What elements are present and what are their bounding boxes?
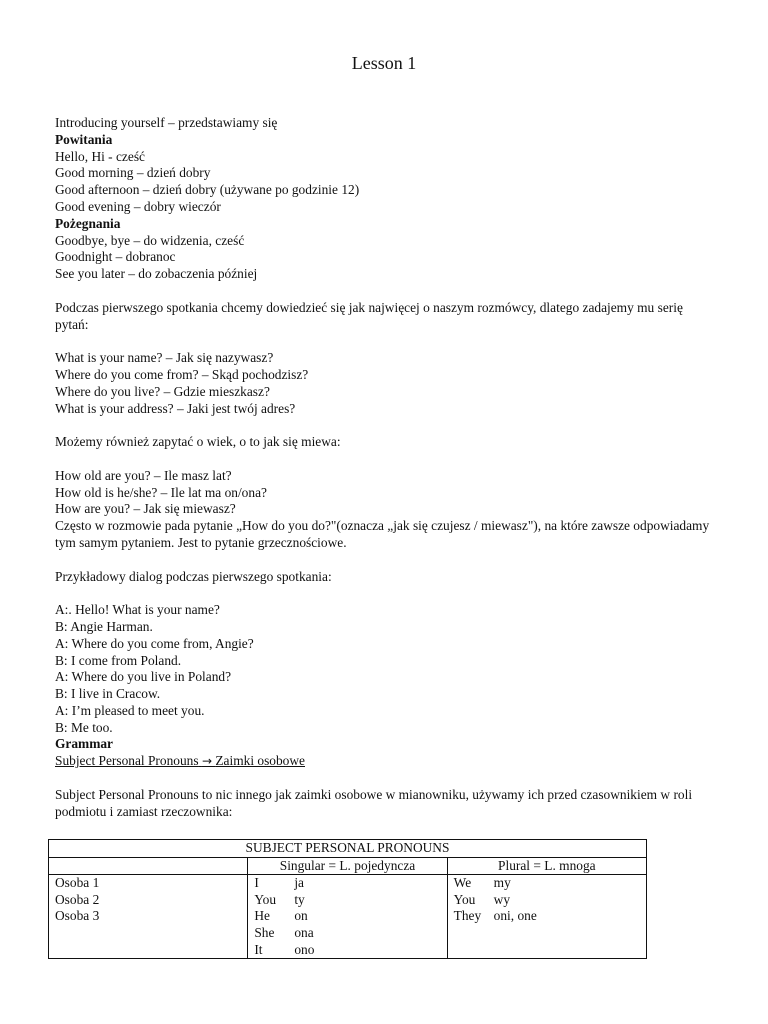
plural-cell xyxy=(447,875,646,959)
singular-he: He on xyxy=(254,908,308,924)
dialog-line-1: A:. Hello! What is your name? xyxy=(55,602,220,618)
lesson-title: Lesson 1 xyxy=(351,53,417,73)
paragraph-questions-intro: Podczas pierwszego spotkania chcemy dowiedzieć się jak najwięcej o naszym rozmówcy, dlatego zadajemy mu serię pytań: xyxy=(55,299,683,332)
question-how: How are you? – Jak się miewasz? xyxy=(55,501,236,517)
spp-right-text: Zaimki osobowe xyxy=(215,753,305,769)
lesson-content xyxy=(55,115,715,820)
persons-cell xyxy=(49,875,248,959)
right-arrow-icon: → xyxy=(201,754,212,769)
dialog-line-4: B: I come from Poland. xyxy=(55,652,182,668)
greeting-evening: Good evening – dobry wieczór xyxy=(55,198,221,214)
question-old: How old are you? – Ile masz lat? xyxy=(55,467,232,483)
spp-left-text: Subject Personal Pronouns xyxy=(55,753,199,769)
paragraph-age: Możemy również zapytać o wiek, o to jak się miewa: xyxy=(55,434,341,450)
subject-pronouns-heading xyxy=(55,753,715,770)
dialog-line-8: B: Me too. xyxy=(55,719,113,735)
question-address: What is your address? – Jaki jest twój adres? xyxy=(55,400,296,416)
question-live: Where do you live? – Gdzie mieszkasz? xyxy=(55,383,270,399)
dialog-line-3: A: Where do you come from, Angie? xyxy=(55,635,254,651)
dialog-line-7: A: I’m pleased to meet you. xyxy=(55,702,205,718)
pronouns-table xyxy=(48,839,647,959)
person-3: Osoba 3 xyxy=(55,908,100,924)
table-empty-cell xyxy=(49,857,248,875)
farewell-goodnight: Goodnight – dobranoc xyxy=(55,249,176,265)
heading-pozegnania: Pożegnania xyxy=(55,215,121,231)
plural-header: Plural = L. mnoga xyxy=(447,857,646,875)
plural-they: They oni, one xyxy=(453,908,537,924)
dialog-line-6: B: I live in Cracow. xyxy=(55,686,161,702)
question-old-third: How old is he/she? – Ile lat ma on/ona? xyxy=(55,484,267,500)
question-from: Where do you come from? – Skąd pochodzisz? xyxy=(55,366,309,382)
paragraph-how-do-you-do: Często w rozmowie pada pytanie „How do you do?"(oznacza „jak się czujesz / miewasz"), na które zawsze odpowiadamy tym samym pytaniem. Jest to pytanie grzecznościowe. xyxy=(55,518,710,550)
farewell-later: See you later – do zobaczenia później xyxy=(55,266,258,282)
greeting-afternoon: Good afternoon – dzień dobry (używane po godzinie 12) xyxy=(55,182,360,198)
person-2: Osoba 2 xyxy=(55,891,100,907)
paragraph-dialog-intro: Przykładowy dialog podczas pierwszego spotkania: xyxy=(55,568,332,584)
plural-we: We my xyxy=(453,875,511,891)
dialog-line-5: A: Where do you live in Poland? xyxy=(55,669,232,685)
heading-grammar: Grammar xyxy=(55,736,114,752)
singular-she: She ona xyxy=(254,924,314,940)
singular-it: It ono xyxy=(254,941,315,957)
singular-i: I ja xyxy=(254,875,304,891)
singular-header: Singular = L. pojedyncza xyxy=(248,857,447,875)
person-1: Osoba 1 xyxy=(55,875,100,891)
paragraph-pronouns-explanation: Subject Personal Pronouns to nic innego jak zaimki osobowe w mianowniku, używamy ich przed czasownikiem w roli podmiotu i zamiast rzeczownika: xyxy=(55,786,693,819)
greeting-hello: Hello, Hi - cześć xyxy=(55,148,145,164)
table-header: SUBJECT PERSONAL PRONOUNS xyxy=(49,840,647,858)
intro-line: Introducing yourself – przedstawiamy się xyxy=(55,115,278,130)
table-row xyxy=(49,875,647,959)
question-name: What is your name? – Jak się nazywasz? xyxy=(55,350,274,366)
farewell-goodbye: Goodbye, bye – do widzenia, cześć xyxy=(55,232,245,248)
singular-you: You ty xyxy=(254,891,305,907)
plural-you: You wy xyxy=(453,891,511,907)
heading-powitania: Powitania xyxy=(55,131,113,147)
dialog-line-2: B: Angie Harman. xyxy=(55,618,153,634)
greeting-morning: Good morning – dzień dobry xyxy=(55,165,211,181)
singular-cell xyxy=(248,875,447,959)
